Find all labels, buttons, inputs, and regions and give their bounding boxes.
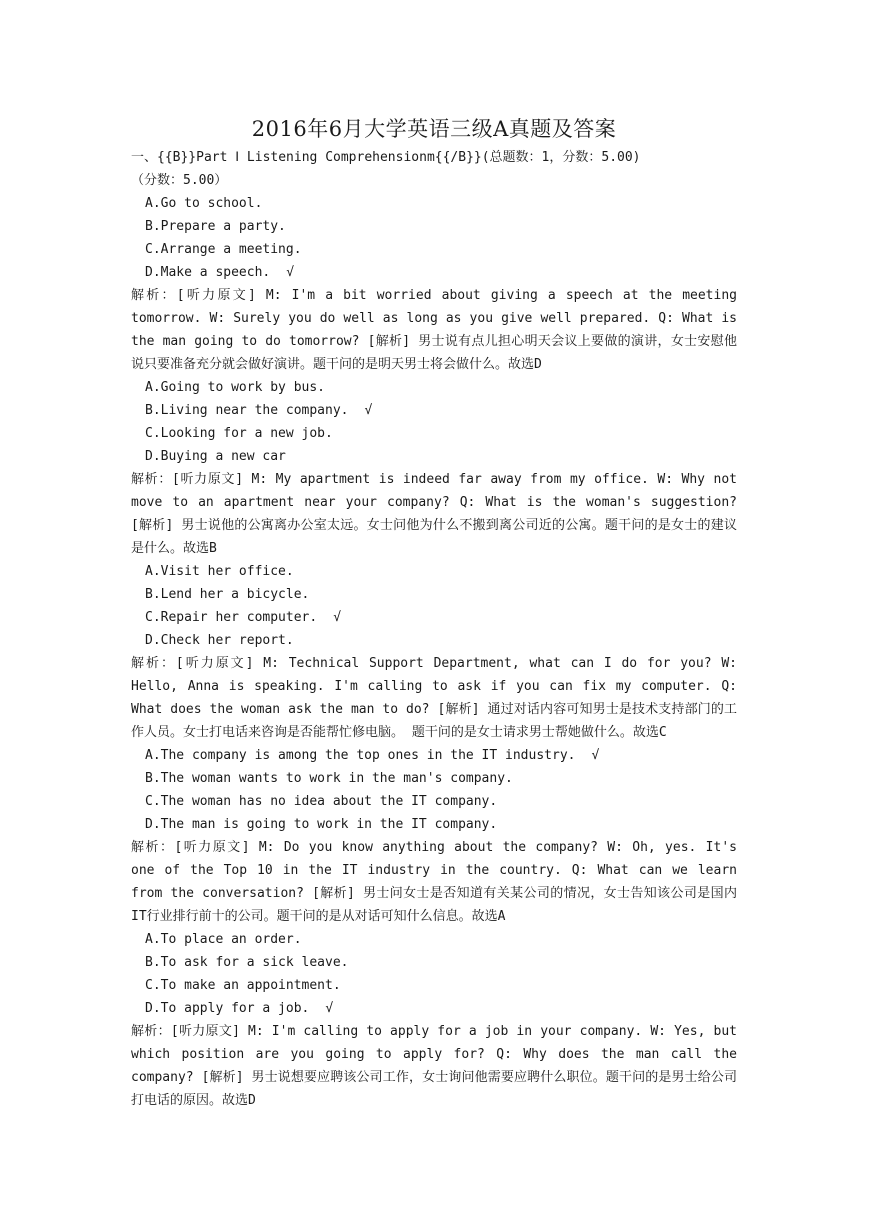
answer-option-text: C.Arrange a meeting.: [145, 242, 302, 257]
answer-option-text: A.Going to work by bus.: [145, 380, 326, 395]
answer-option-text: B.Living near the company.: [145, 403, 349, 418]
answer-option-text: B.Prepare a party.: [145, 219, 286, 234]
answer-option: [131, 560, 737, 583]
analysis-paragraph: 解析：[听力原文] M: Do you know anything about the company? W: Oh, yes. It's one of the Top 10 in the IT industry in the country. Q: What can we learn from the conversation? [解析] 男士问女士是否知道有关某公司的情况，女士告知该公司是国内IT行业排行前十的公司。题干问的是从对话可知什么信息。故选A: [131, 840, 737, 924]
answer-option-text: B.Lend her a bicycle.: [145, 587, 310, 602]
answer-option: [131, 238, 737, 261]
analysis-paragraph: 解析：[听力原文] M: I'm a bit worried about giving a speech at the meeting tomorrow. W: Surely you do well as long as you give well prepared. Q: What is the man going to do tomorrow? [解析] 男士说有点儿担心明天会议上要做的演讲，女士安慰他说只要准备充分就会做好演讲。题干问的是明天男士将会做什么。故选D: [131, 288, 737, 372]
analysis-paragraph: 解析：[听力原文] M: Technical Support Department, what can I do for you? W: Hello, Anna is speaking. I'm calling to ask if you can fix my computer. Q: What does the woman ask the man to do? [解析] 通过对话内容可知男士是技术支持部门的工作人员。女士打电话来咨询是否能帮忙修电脑。 题干问的是女士请求男士帮她做什么。故选C: [131, 656, 737, 740]
correct-check-icon: √: [591, 748, 600, 763]
correct-check-icon: √: [333, 610, 342, 625]
answer-option-text: C.The woman has no idea about the IT company.: [145, 794, 498, 809]
answer-option: [131, 767, 737, 790]
answer-option-text: B.The woman wants to work in the man's company.: [145, 771, 513, 786]
analysis-paragraph: 解析：[听力原文] M: My apartment is indeed far away from my office. W: Why not move to an apartment near your company? Q: What is the woman's suggestion? [解析] 男士说他的公寓离办公室太远。女士问他为什么不搬到离公司近的公寓。题干问的是女士的建议是什么。故选B: [131, 472, 737, 556]
answer-option: [131, 790, 737, 813]
analysis-paragraph: 解析：[听力原文] M: I'm calling to apply for a job in your company. W: Yes, but which position are you going to apply for? Q: Why does the man call the company? [解析] 男士说想要应聘该公司工作，女士询问他需要应聘什么职位。题干问的是男士给公司打电话的原因。故选D: [131, 1024, 737, 1108]
correct-check-icon: √: [364, 403, 373, 418]
answer-option: [131, 445, 737, 468]
answer-option-text: C.Repair her computer.: [145, 610, 318, 625]
question-block: [131, 928, 737, 1112]
answer-option: [131, 813, 737, 836]
document-page: [131, 114, 737, 1112]
answer-option-text: A.Visit her office.: [145, 564, 294, 579]
question-list: [131, 192, 737, 1112]
question-block: [131, 192, 737, 376]
answer-option-text: A.To place an order.: [145, 932, 302, 947]
correct-check-icon: √: [325, 1001, 334, 1016]
answer-option: [131, 744, 737, 767]
answer-option: [131, 629, 737, 652]
answer-option-text: C.Looking for a new job.: [145, 426, 333, 441]
answer-option: [131, 928, 737, 951]
answer-option-text: D.The man is going to work in the IT company.: [145, 817, 498, 832]
answer-option-text: A.The company is among the top ones in the IT industry.: [145, 748, 576, 763]
answer-option: [131, 583, 737, 606]
question-block: [131, 744, 737, 928]
document-title: 2016年6月大学英语三级A真题及答案: [251, 117, 617, 141]
answer-option-text: A.Go to school.: [145, 196, 263, 211]
answer-option: [131, 376, 737, 399]
section-heading: 一、{{B}}Part Ⅰ Listening Comprehensionm{{/B}}(总题数：1，分数：5.00): [131, 150, 641, 165]
answer-option: [131, 422, 737, 445]
answer-option-text: B.To ask for a sick leave.: [145, 955, 349, 970]
answer-option: [131, 997, 737, 1020]
answer-option-text: D.Make a speech.: [145, 265, 271, 280]
answer-option: [131, 606, 737, 629]
answer-option: [131, 399, 737, 422]
score-note: （分数：5.00）: [131, 173, 228, 188]
answer-option: [131, 192, 737, 215]
answer-option-text: C.To make an appointment.: [145, 978, 341, 993]
answer-option: [131, 974, 737, 997]
question-block: [131, 376, 737, 560]
answer-option: [131, 261, 737, 284]
answer-option: [131, 215, 737, 238]
answer-option-text: D.Check her report.: [145, 633, 294, 648]
correct-check-icon: √: [286, 265, 295, 280]
answer-option-text: D.Buying a new car: [145, 449, 286, 464]
question-block: [131, 560, 737, 744]
answer-option: [131, 951, 737, 974]
answer-option-text: D.To apply for a job.: [145, 1001, 310, 1016]
